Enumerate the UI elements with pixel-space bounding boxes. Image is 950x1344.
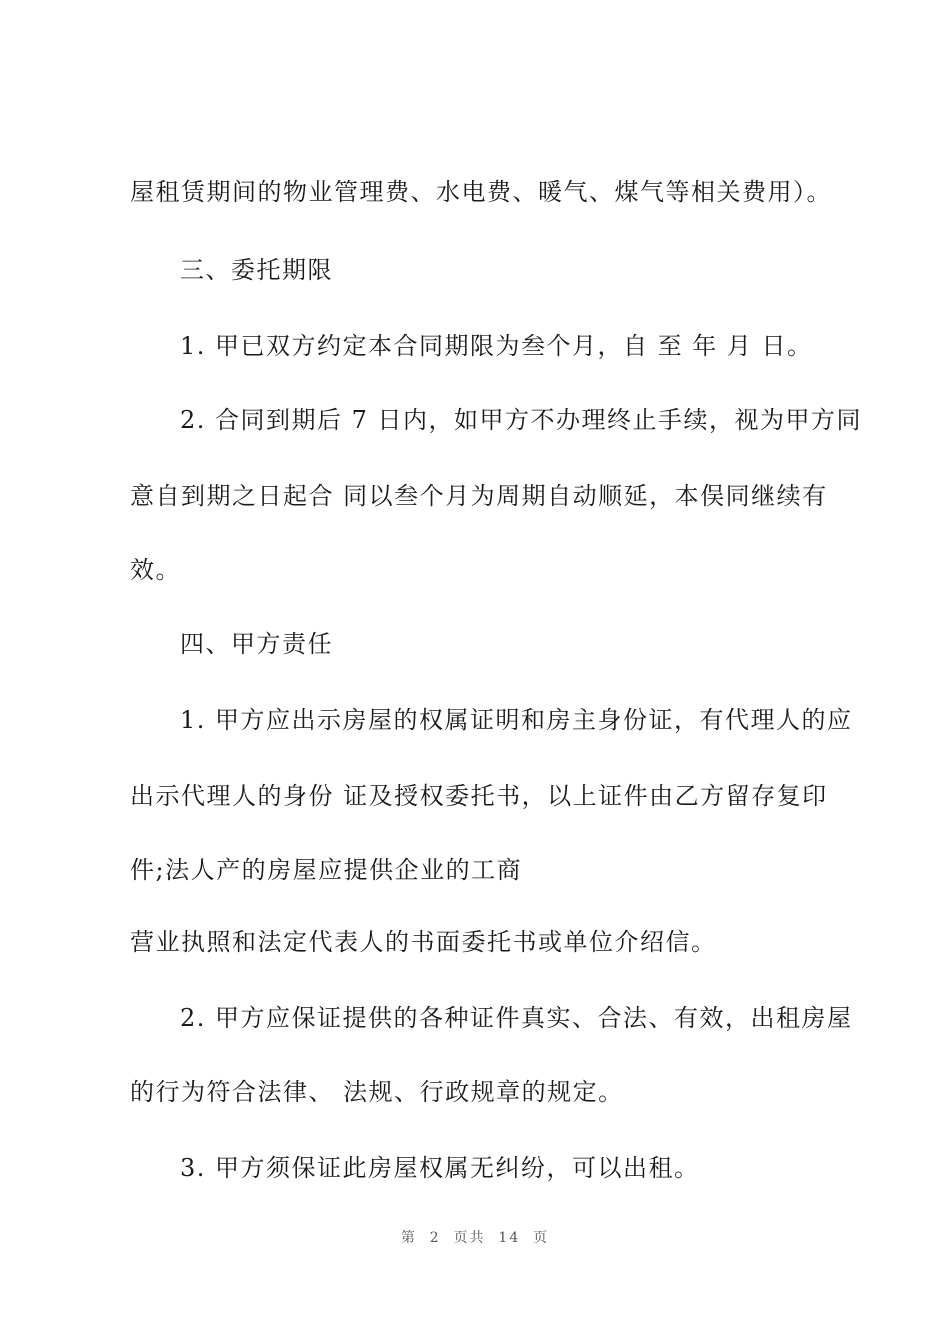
text-line-term-1: 1. 甲已双方约定本合同期限为叁个月，自 至 年 月 日。 — [180, 332, 813, 360]
text-line-duty-1b: 出示代理人的身份 证及授权委托书，以上证件由乙方留存复印 — [130, 782, 828, 810]
text-line-1: 屋租赁期间的物业管理费、水电费、暖气、煤气等相关费用）。 — [130, 178, 832, 206]
page-number-footer: 第 2 页共 14 页 — [400, 1230, 550, 1246]
text-line-duty-2b: 的行为符合法律、 法规、行政规章的规定。 — [130, 1078, 624, 1106]
text-line-duty-1a: 1. 甲方应出示房屋的权属证明和房主身份证，有代理人的应 — [180, 706, 853, 734]
section-heading-term: 三、委托期限 — [180, 256, 333, 284]
text-line-duty-3: 3. 甲方须保证此房屋权属无纠纷，可以出租。 — [180, 1154, 700, 1182]
text-line-duty-1c: 件;法人产的房屋应提供企业的工商 — [130, 856, 523, 884]
text-line-duty-1d: 营业执照和法定代表人的书面委托书或单位介绍信。 — [130, 928, 717, 956]
text-line-term-2a: 2. 合同到期后 7 日内，如甲方不办理终止手续，视为甲方同 — [180, 406, 863, 434]
text-line-term-2b: 意自到期之日起合 同以叁个月为周期自动顺延，本俣同继续有 — [130, 482, 828, 510]
text-line-term-2c: 效。 — [130, 556, 181, 584]
section-heading-party-a: 四、甲方责任 — [180, 630, 333, 658]
text-line-duty-2a: 2. 甲方应保证提供的各种证件真实、合法、有效，出租房屋 — [180, 1004, 853, 1032]
